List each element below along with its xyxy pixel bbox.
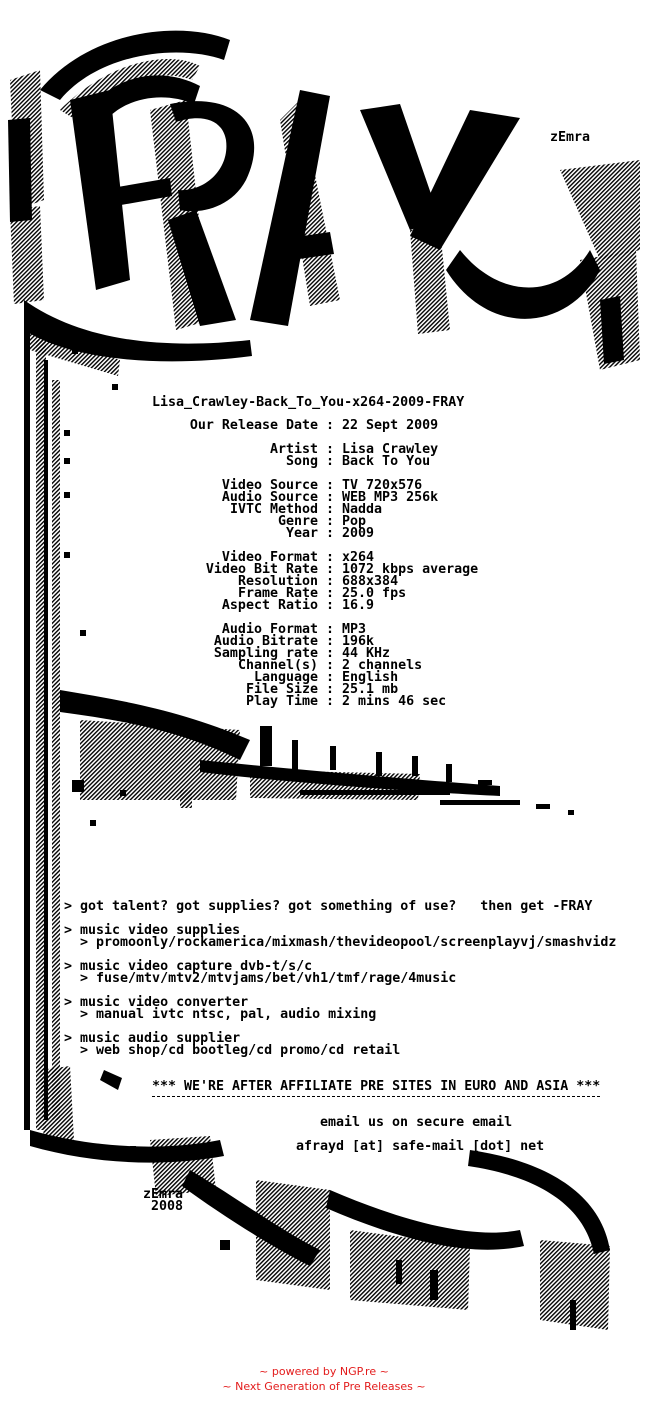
info-label: Audio Bitrate <box>213 634 318 649</box>
email-heading: email us on secure email <box>320 1115 513 1130</box>
info-separator: : <box>318 514 343 529</box>
supply-title: > music video capture dvb-t/s/c <box>64 959 313 974</box>
info-value: Nadda <box>342 502 383 517</box>
info-value: 25.0 fps <box>342 586 407 601</box>
info-separator: : <box>318 418 343 433</box>
info-label: Resolution <box>237 574 318 589</box>
info-value: Lisa Crawley <box>342 442 439 457</box>
info-separator: : <box>318 526 343 541</box>
info-separator: : <box>318 634 343 649</box>
release-name: Lisa_Crawley-Back_To_You-x264-2009-FRAY <box>152 395 465 410</box>
signature-bottom: zEmra <box>143 1187 184 1202</box>
signature-top: zEmra <box>550 130 591 145</box>
info-label: Artist <box>269 442 318 457</box>
info-value: 1072 kbps average <box>342 562 479 577</box>
info-value: 44 KHz <box>342 646 391 661</box>
info-value: TV 720x576 <box>342 478 423 493</box>
info-label: Video Source <box>221 478 318 493</box>
supply-title: > music audio supplier <box>64 1031 241 1046</box>
supply-detail: > fuse/mtv/mtv2/mtvjams/bet/vh1/tmf/rage/4music <box>64 971 457 986</box>
info-label: Play Time <box>245 694 318 709</box>
divider <box>152 1096 600 1097</box>
logo-art <box>8 31 640 376</box>
info-separator: : <box>318 598 343 613</box>
supply-detail: > web shop/cd bootleg/cd promo/cd retail <box>64 1043 401 1058</box>
supply-title: > music video converter <box>64 995 249 1010</box>
info-label: Video Format <box>221 550 318 565</box>
middle-swirl-art <box>60 690 574 826</box>
talent-line: > got talent? got supplies? got something of use? then get -FRAY <box>64 899 593 914</box>
info-value: 22 Sept 2009 <box>342 418 439 433</box>
info-row <box>150 600 478 612</box>
info-separator: : <box>318 670 343 685</box>
info-separator: : <box>318 478 343 493</box>
footer-powered-by: ~ powered by NGP.re ~ <box>259 1365 389 1378</box>
info-value: 16.9 <box>342 598 375 613</box>
info-row <box>150 456 478 468</box>
info-label: Song <box>285 454 318 469</box>
info-separator: : <box>318 646 343 661</box>
info-label: IVTC Method <box>229 502 318 517</box>
supply-detail: > promoonly/rockamerica/mixmash/thevideopool/screenplayvj/smashvidz <box>64 935 617 950</box>
info-separator: : <box>318 658 343 673</box>
info-separator: : <box>318 694 343 709</box>
info-separator: : <box>318 586 343 601</box>
info-separator: : <box>318 562 343 577</box>
info-label: File Size <box>245 682 318 697</box>
info-value: English <box>342 670 399 685</box>
info-separator: : <box>318 490 343 505</box>
email-address: afrayd [at] safe-mail [dot] net <box>296 1139 545 1154</box>
info-row <box>150 528 478 540</box>
info-value: 2 channels <box>342 658 423 673</box>
info-separator: : <box>318 682 343 697</box>
info-separator: : <box>318 454 343 469</box>
info-value: WEB MP3 256k <box>342 490 439 505</box>
info-separator: : <box>318 442 343 457</box>
info-value: x264 <box>342 550 375 565</box>
info-label: Audio Format <box>221 622 318 637</box>
info-label: Aspect Ratio <box>221 598 318 613</box>
info-value: Back To You <box>342 454 431 469</box>
supply-title: > music video supplies <box>64 923 241 938</box>
supply-detail: > manual ivtc ntsc, pal, audio mixing <box>64 1007 377 1022</box>
info-value: 688x384 <box>342 574 399 589</box>
info-label: Video Bit Rate <box>205 562 318 577</box>
release-info-block <box>150 420 478 708</box>
info-label: Sampling rate <box>213 646 318 661</box>
info-row <box>150 696 478 708</box>
info-value: MP3 <box>342 622 367 637</box>
info-value: 25.1 mb <box>342 682 399 697</box>
signature-year: 2008 <box>151 1199 184 1214</box>
info-label: Our Release Date <box>189 418 318 433</box>
bottom-swirl-art <box>30 1066 610 1330</box>
footer-tagline: ~ Next Generation of Pre Releases ~ <box>222 1380 426 1393</box>
info-label: Genre <box>277 514 318 529</box>
info-row <box>150 420 478 432</box>
info-label: Channel(s) <box>237 658 318 673</box>
info-separator: : <box>318 622 343 637</box>
info-separator: : <box>318 574 343 589</box>
info-value: 2009 <box>342 526 375 541</box>
info-label: Year <box>285 526 318 541</box>
info-label: Language <box>253 670 318 685</box>
affiliate-notice: *** WE'RE AFTER AFFILIATE PRE SITES IN EURO AND ASIA *** <box>152 1079 601 1094</box>
info-value: 2 mins 46 sec <box>342 694 447 709</box>
info-value: Pop <box>342 514 367 529</box>
info-separator: : <box>318 502 343 517</box>
info-separator: : <box>318 550 343 565</box>
info-value: 196k <box>342 634 375 649</box>
info-label: Audio Source <box>221 490 318 505</box>
info-label: Frame Rate <box>237 586 318 601</box>
